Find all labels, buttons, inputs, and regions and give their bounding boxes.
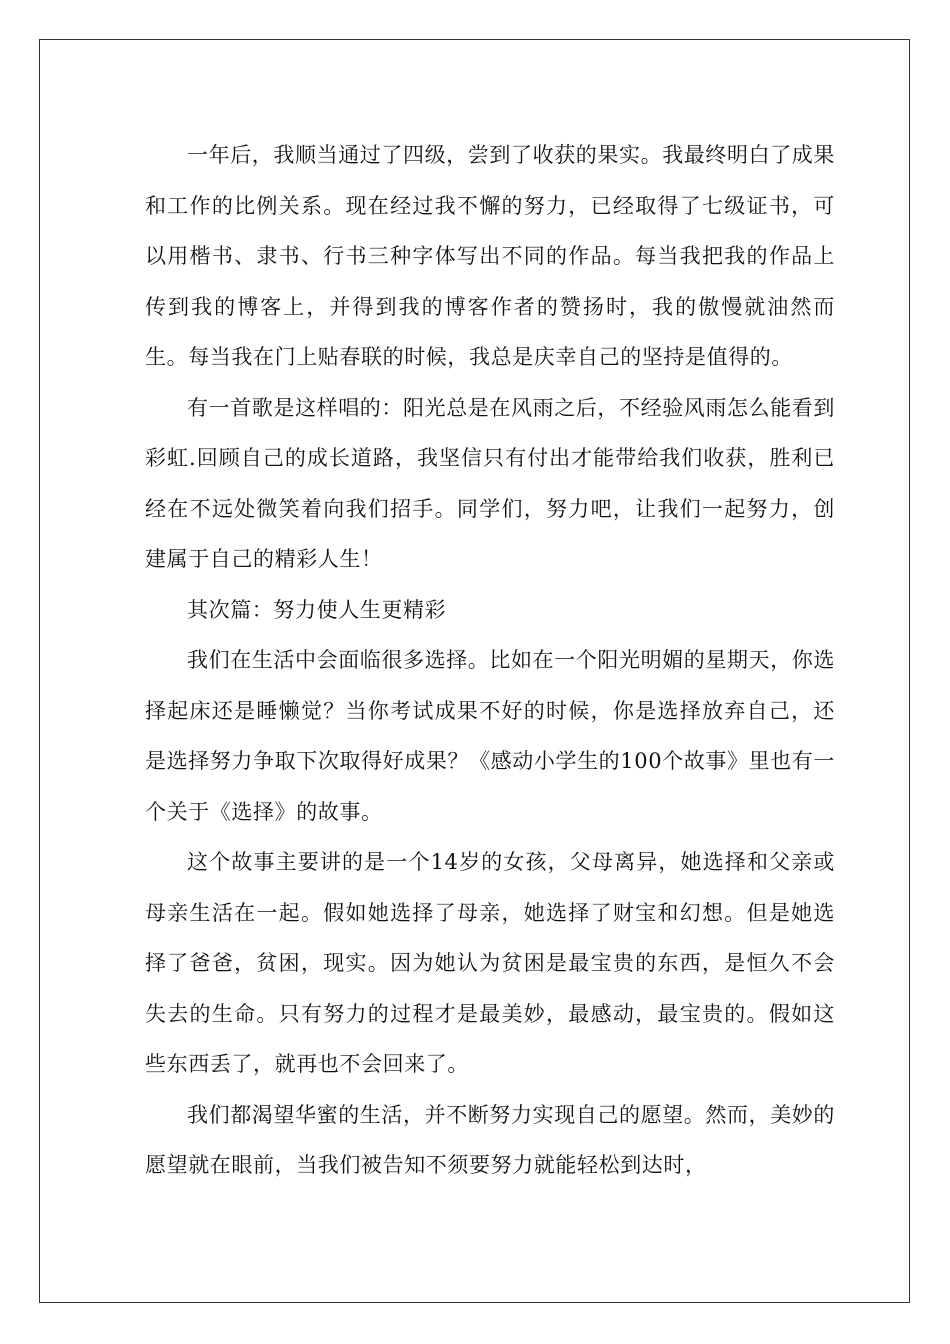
section-heading: 其次篇：努力使人生更精彩 [187,597,447,622]
paragraph-rainbow-song: 有一首歌是这样唱的：阳光总是在风雨之后，不经验风雨怎么能看到彩虹.回顾自己的成长道路，我坚信只有付出才能带给我们收获，胜利已经在不远处微笑着向我们招手。同学们，努力吧，让我们一起努力，创建属于自己的精彩人生！ [145,395,835,571]
document-body [145,130,835,1191]
paragraph-choices: 我们在生活中会面临很多选择。比如在一个阳光明媚的星期天，你选择起床还是睡懒觉？当你考试成果不好的时候，你是选择放弃自己，还是选择努力争取下次取得好成果？《感动小学生的100个故事》里也有一个关于《选择》的故事。 [145,648,835,824]
paragraph-happy-life: 我们都渴望华蜜的生活，并不断努力实现自己的愿望。然而，美妙的愿望就在眼前，当我们被告知不须要努力就能轻松到达时， [145,1102,835,1177]
paragraph-girl-story: 这个故事主要讲的是一个14岁的女孩，父母离异，她选择和父亲或母亲生活在一起。假如她选择了母亲，她选择了财宝和幻想。但是她选择了爸爸，贫困，现实。因为她认为贫困是最宝贵的东西，是恒久不会失去的生命。只有努力的过程才是最美妙，最感动，最宝贵的。假如这些东西丢了，就再也不会回来了。 [145,850,835,1076]
paragraph-persistence-result: 一年后，我顺当通过了四级，尝到了收获的果实。我最终明白了成果和工作的比例关系。现在经过我不懈的努力，已经取得了七级证书，可以用楷书、隶书、行书三种字体写出不同的作品。每当我把我的作品上传到我的博客上，并得到我的博客作者的赞扬时，我的傲慢就油然而生。每当我在门上贴春联的时候，我总是庆幸自己的坚持是值得的。 [145,143,835,369]
